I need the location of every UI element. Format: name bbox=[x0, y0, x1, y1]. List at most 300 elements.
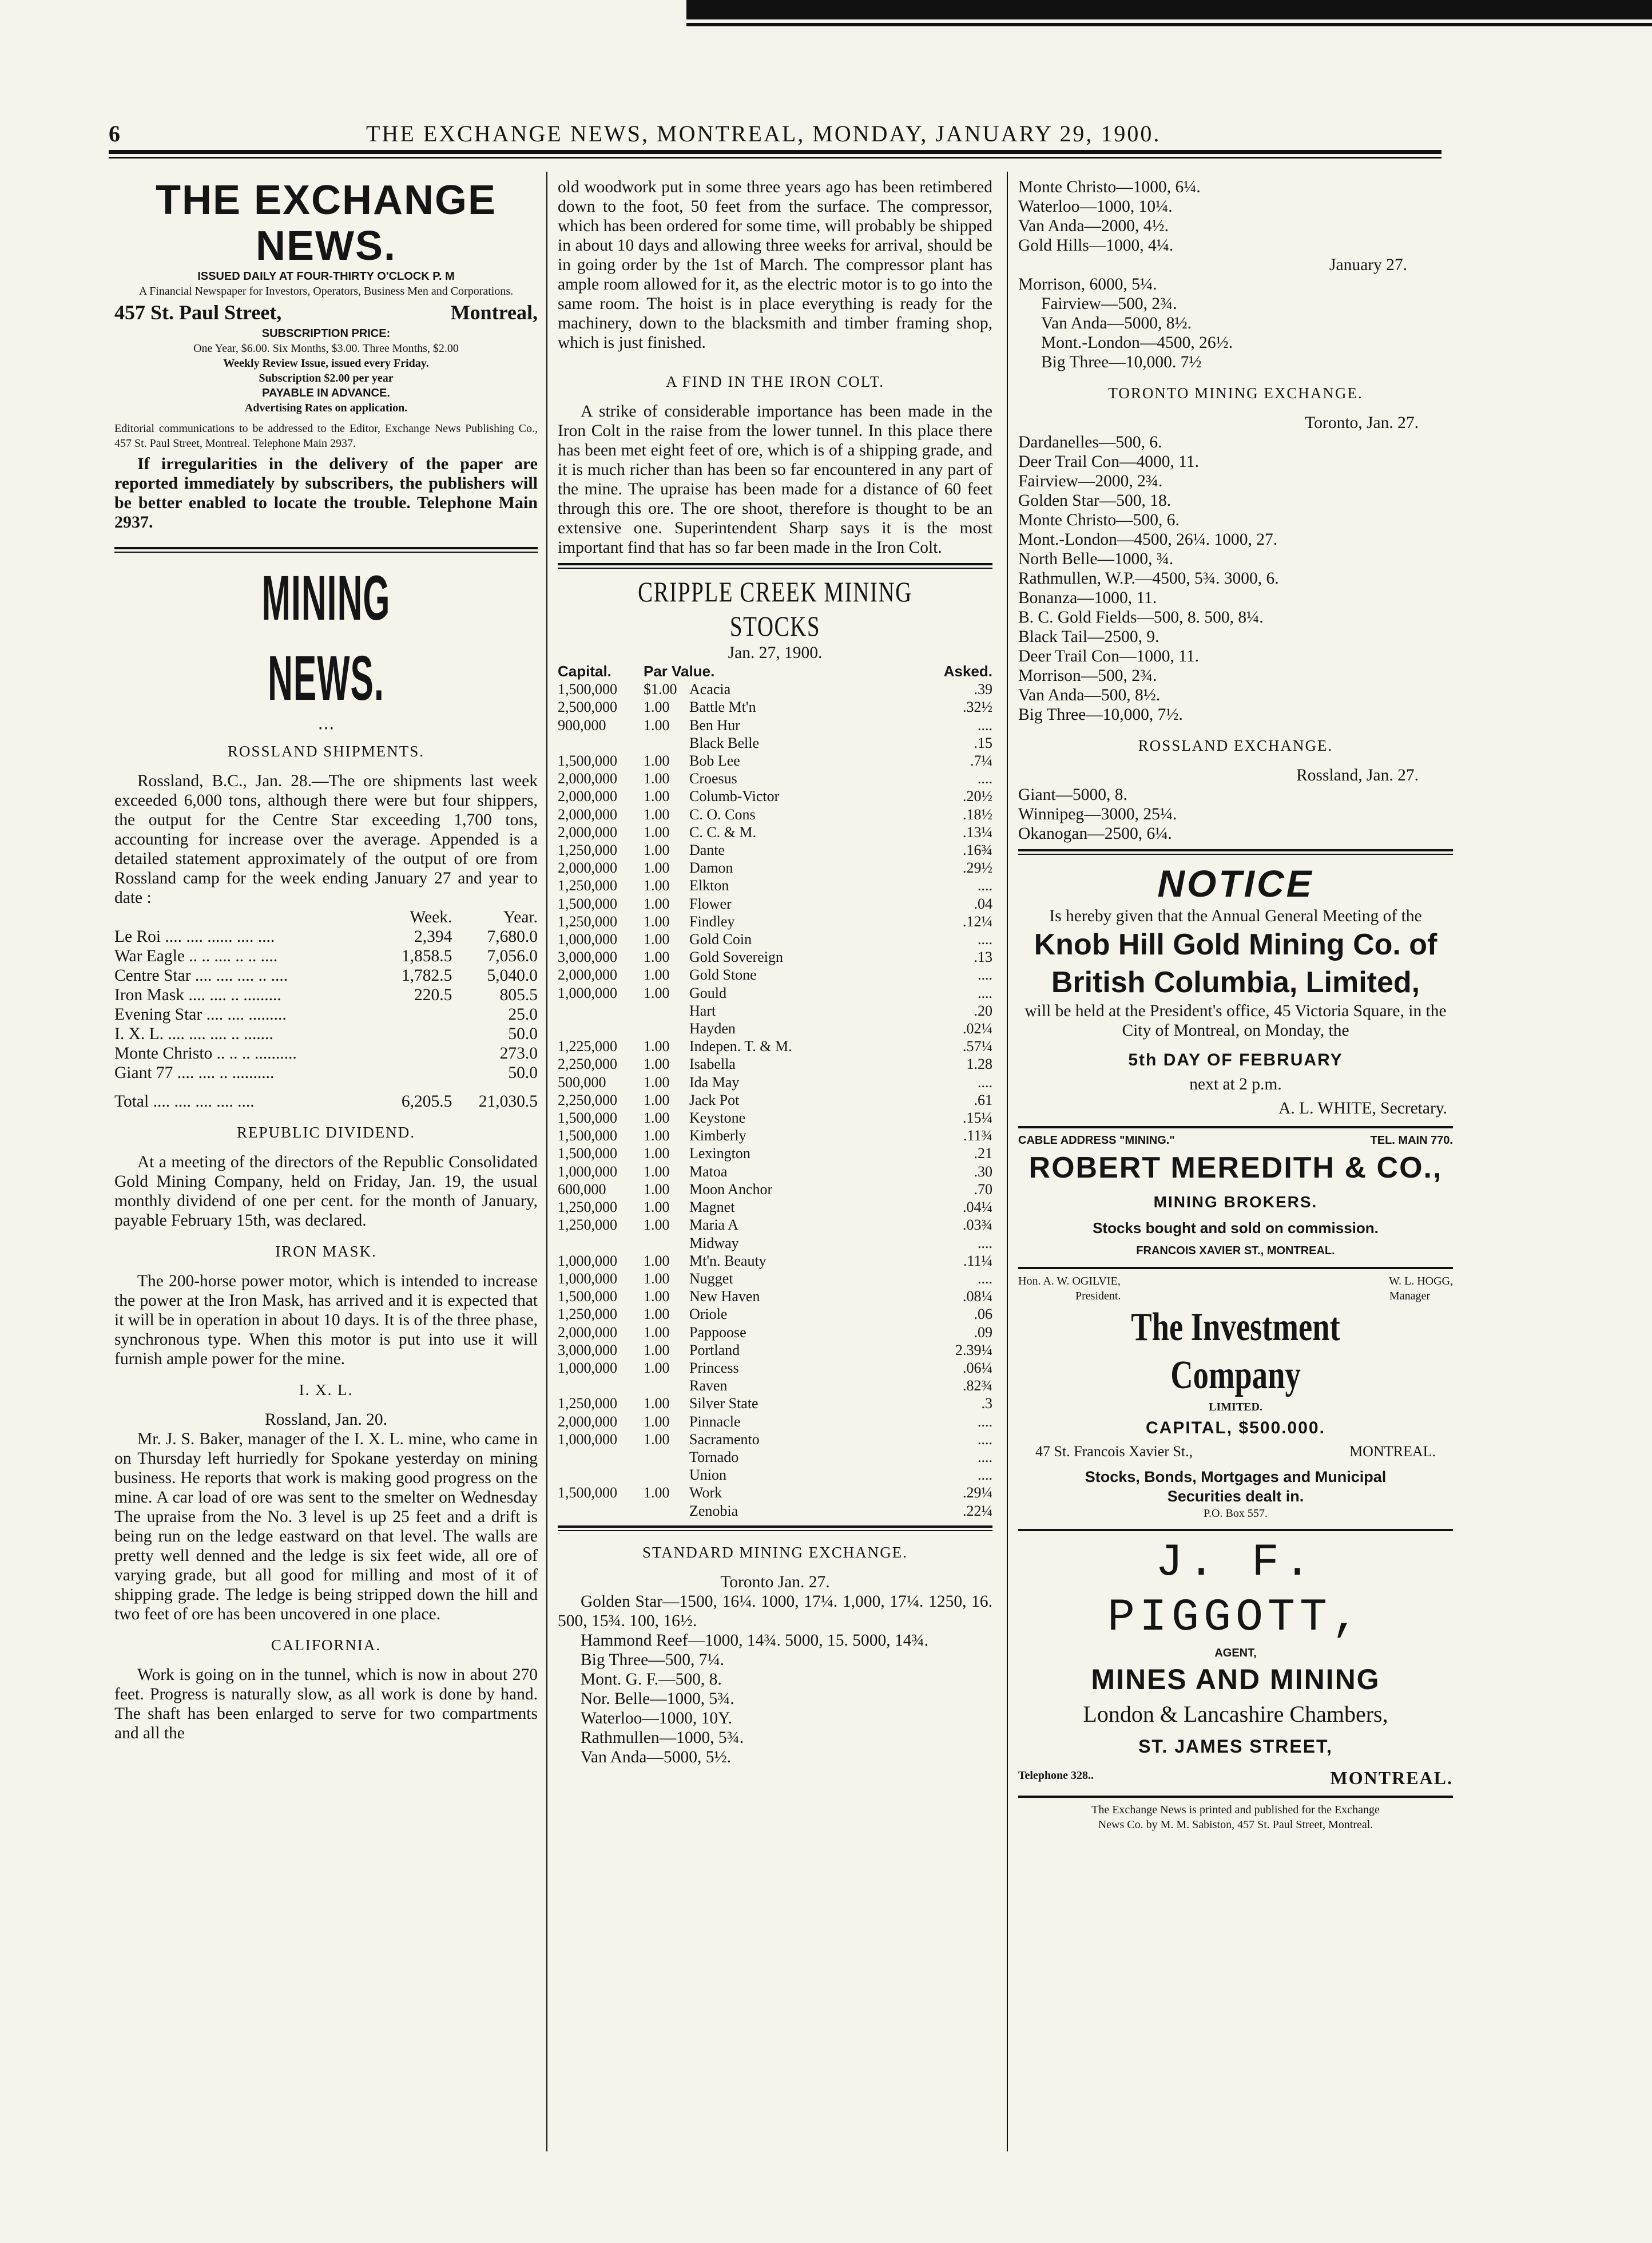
stock-name: Bob Lee bbox=[689, 752, 740, 770]
stock-capital: 2,000,000 bbox=[558, 1323, 617, 1341]
page-header bbox=[109, 120, 1207, 154]
stock-capital: 1,500,000 bbox=[558, 681, 617, 698]
stock-par: 1.00 bbox=[644, 984, 670, 1001]
stock-name: Croesus bbox=[689, 770, 737, 787]
officers-titles bbox=[1018, 1289, 1453, 1303]
stock-asked: .... bbox=[978, 931, 992, 948]
stock-capital bbox=[558, 1502, 644, 1520]
table-row bbox=[114, 1005, 538, 1024]
column-rule-1 bbox=[546, 172, 547, 2151]
cable-address: CABLE ADDRESS "MINING." bbox=[1018, 1134, 1175, 1147]
rossland-text: Rossland, B.C., Jan. 28.—The ore shipments last week exceeded 6,000 tons, although there were but four shippers, the output for the Centre Star exceeding 1,700 tons, accounting for increase over the average. Appended is a detailed statement approximately of the output of ore from Rossland camp for the week ending January 27 and year to date : bbox=[114, 772, 538, 907]
stock-capital bbox=[558, 1466, 644, 1484]
section-divider bbox=[1018, 1529, 1453, 1531]
quote-line: Big Three—10,000, 7½. bbox=[1018, 706, 1183, 724]
quote-line: Mont.-London—4500, 26½. bbox=[1041, 334, 1233, 352]
stock-capital: 900,000 bbox=[558, 716, 606, 734]
payable-line: PAYABLE IN ADVANCE. bbox=[262, 387, 390, 399]
mine-name: Giant 77 .... .... .. .......... bbox=[114, 1064, 275, 1082]
ixl-text: Mr. J. S. Baker, manager of the I. X. L. mine, who came in on Thursday left hurriedly for Spokane yesterday on mining business. He reports that work is making good progress on the mine. A car load of ore was sent to the smelter on Wednesday The upraise from the No. 3 level is up 25 feet and a drift is being run on the ledge eastward on that level. The walls are pretty well denned and the ledge is six feet wide, all ore of varying grade, but all good for milling and most of it of shipping grade. The ledge is being stripped down the hill and two feet of ore has been uncovered in one place. bbox=[114, 1430, 538, 1623]
stock-par: 1.00 bbox=[644, 1484, 670, 1501]
stock-capital: 600,000 bbox=[558, 1180, 606, 1198]
stock-asked: .06 bbox=[974, 1306, 992, 1323]
stock-par: 1.00 bbox=[644, 1288, 670, 1305]
stock-name: Jack Pot bbox=[689, 1091, 740, 1108]
telephone-main: TEL. MAIN 770. bbox=[1370, 1134, 1453, 1147]
toronto-quotes bbox=[1018, 433, 1453, 724]
quote-line: Deer Trail Con—4000, 11. bbox=[1018, 453, 1200, 471]
stock-row bbox=[558, 1305, 992, 1323]
date-line: January 27. bbox=[1329, 256, 1407, 274]
std-line: Big Three—500, 7¼. bbox=[581, 1650, 724, 1669]
stock-par: 1.00 bbox=[644, 806, 670, 823]
quote-line: Van Anda—5000, 8½. bbox=[1041, 314, 1192, 332]
stock-par: $1.00 bbox=[644, 681, 677, 698]
total-row bbox=[114, 1083, 538, 1111]
stock-row bbox=[558, 1430, 992, 1448]
stock-row bbox=[558, 948, 992, 966]
stock-par: 1.00 bbox=[644, 1091, 670, 1108]
total-year: 21,030.5 bbox=[478, 1092, 538, 1111]
stock-par: 1.00 bbox=[644, 699, 670, 716]
investment-company-title: The Investment Company bbox=[1131, 1305, 1340, 1397]
stock-par: 1.00 bbox=[644, 877, 670, 894]
rossland-exchange-date: Rossland, Jan. 27. bbox=[1296, 766, 1419, 784]
ixl-date: Rossland, Jan. 20. bbox=[265, 1410, 387, 1429]
stock-par: 1.00 bbox=[644, 1199, 670, 1216]
stock-name: Columb-Victor bbox=[689, 788, 780, 805]
stock-row bbox=[558, 680, 992, 698]
california-heading: CALIFORNIA. bbox=[271, 1636, 382, 1654]
stock-capital: 1,250,000 bbox=[558, 1216, 617, 1234]
stock-row bbox=[558, 1144, 992, 1162]
stock-name: Flower bbox=[689, 895, 732, 912]
stock-par bbox=[644, 1234, 689, 1252]
notice-title: NOTICE bbox=[1157, 862, 1314, 905]
mine-name: Centre Star .... .... .... .. .... bbox=[114, 966, 288, 985]
quote-line: Monte Christo—1000, 6¼. bbox=[1018, 178, 1201, 196]
stock-name: Gold Stone bbox=[689, 966, 757, 984]
stock-row bbox=[558, 716, 992, 734]
capital-line: CAPITAL, $500.000. bbox=[1146, 1418, 1325, 1437]
stock-asked: .29¼ bbox=[963, 1484, 992, 1501]
stock-par: 1.00 bbox=[644, 1413, 670, 1430]
quote-line: Dardanelles—500, 6. bbox=[1018, 433, 1162, 451]
week-value: 2,394 bbox=[414, 928, 452, 946]
masthead-description: A Financial Newspaper for Investors, Operators, Business Men and Corporations. bbox=[138, 285, 514, 298]
stock-row bbox=[558, 1448, 992, 1466]
stock-asked: .... bbox=[978, 1073, 992, 1091]
quote-line: Black Tail—2500, 9. bbox=[1018, 628, 1159, 646]
std-line: Golden Star—1500, 16¼. 1000, 17¼. 1,000, 17¼. 1250, 16. 500, 15¾. 100, 16½. bbox=[558, 1592, 992, 1630]
brokers-line: MINING BROKERS. bbox=[1153, 1193, 1318, 1211]
stock-asked: .13¼ bbox=[963, 823, 992, 841]
stock-asked: .... bbox=[978, 984, 992, 1001]
stock-par: 1.00 bbox=[644, 1395, 670, 1412]
week-value bbox=[379, 1063, 452, 1083]
stock-capital: 1,250,000 bbox=[558, 1199, 617, 1216]
stock-row bbox=[558, 984, 992, 1002]
limited-line: LIMITED. bbox=[1209, 1401, 1262, 1413]
header-rule bbox=[109, 150, 1441, 154]
subscription-heading: SUBSCRIPTION PRICE: bbox=[261, 327, 391, 340]
stock-par bbox=[644, 1020, 689, 1037]
stock-name: Zenobia bbox=[689, 1502, 738, 1519]
week-value: 1,782.5 bbox=[401, 966, 452, 985]
stock-name: Mt'n. Beauty bbox=[689, 1252, 767, 1269]
stock-row bbox=[558, 1466, 992, 1484]
president-name: Hon. A. W. OGILVIE, bbox=[1018, 1275, 1121, 1287]
stock-asked: .70 bbox=[974, 1180, 992, 1198]
notice-location: will be held at the President's office, 45 Victoria Square, in the City of Montreal, on Monday, the bbox=[1024, 1002, 1447, 1040]
stock-asked: .06¼ bbox=[963, 1359, 992, 1376]
quote-line: Big Three—10,000. 7½ bbox=[1041, 353, 1202, 371]
stock-capital: 3,000,000 bbox=[558, 949, 617, 966]
stock-asked: .16¾ bbox=[963, 842, 992, 859]
stock-capital: 2,500,000 bbox=[558, 699, 617, 716]
table-row bbox=[114, 1024, 538, 1044]
address-street: 457 St. Paul Street, bbox=[114, 301, 282, 324]
quote-line: Rathmullen, W.P.—4500, 5¾. 3000, 6. bbox=[1018, 569, 1279, 588]
stock-asked: .08¼ bbox=[963, 1288, 992, 1305]
toronto-exchange-heading: TORONTO MINING EXCHANGE. bbox=[1108, 385, 1363, 402]
section-divider bbox=[1018, 1796, 1453, 1798]
stock-row bbox=[558, 1234, 992, 1252]
piggott-city: MONTREAL. bbox=[1330, 1768, 1453, 1788]
stock-capital bbox=[558, 1448, 644, 1466]
stock-capital: 1,000,000 bbox=[558, 984, 617, 1001]
iron-colt-text: A strike of considerable importance has been made in the Iron Colt in the raise from the lower tunnel. In this place there has been met eight feet of ore, which is of a shipping grade, and it is much richer than has been so far encountered in any part of the mine. The upraise has been made for a distance of 60 feet through this ore. The ore shoot, therefore is thought to be an extensive one. Superintendent Sharp says it is the most important find that has so far been made in the Iron Colt. bbox=[558, 402, 992, 557]
stock-capital: 2,000,000 bbox=[558, 966, 617, 984]
table-row bbox=[114, 966, 538, 985]
stock-asked: .... bbox=[978, 1430, 992, 1448]
iron-mask-text: The 200-horse power motor, which is intended to increase the power at the Iron Mask, has arrived and it is expected that it will be in operation in about 10 days. It is of the three phase, synchronous type. When this motor is put into use it will furnish ample power for the mine. bbox=[114, 1272, 538, 1368]
quote-line: Waterloo—1000, 10¼. bbox=[1018, 197, 1173, 216]
stock-par: 1.00 bbox=[644, 949, 670, 966]
total-week: 6,205.5 bbox=[401, 1092, 452, 1111]
stock-par: 1.00 bbox=[644, 895, 670, 912]
stock-row bbox=[558, 1055, 992, 1073]
stock-asked: .18½ bbox=[963, 806, 992, 823]
stock-row bbox=[558, 913, 992, 930]
stock-row bbox=[558, 1198, 992, 1216]
mine-name: Evening Star .... .... ......... bbox=[114, 1005, 287, 1024]
officers-row bbox=[1018, 1274, 1453, 1289]
stock-row bbox=[558, 1502, 992, 1520]
week-value bbox=[379, 1044, 452, 1063]
stock-par: 1.00 bbox=[644, 1323, 670, 1341]
advertising-line: Advertising Rates on application. bbox=[244, 402, 408, 414]
stock-row bbox=[558, 806, 992, 823]
top-border bbox=[686, 0, 1652, 19]
stock-capital bbox=[558, 734, 644, 752]
year-value: 50.0 bbox=[508, 1025, 538, 1043]
stock-name: Damon bbox=[689, 859, 733, 877]
cripple-creek-date: Jan. 27, 1900. bbox=[728, 644, 823, 662]
page-number: 6 bbox=[109, 121, 122, 146]
stock-row bbox=[558, 752, 992, 770]
irregularities-note: If irregularities in the delivery of the paper are reported immediately by subscribers, the publishers will be better enabled to locate the trouble. Telephone Main 2937. bbox=[114, 454, 538, 532]
stock-rows bbox=[558, 680, 992, 1520]
stock-par: 1.00 bbox=[644, 1073, 670, 1091]
stock-capital: 1,250,000 bbox=[558, 1306, 617, 1323]
stock-par: 1.00 bbox=[644, 1127, 670, 1144]
stock-asked: .30 bbox=[974, 1163, 992, 1180]
stock-capital bbox=[558, 1020, 644, 1037]
column-1 bbox=[114, 177, 538, 1743]
par-header: Par Value. bbox=[644, 663, 715, 680]
stock-capital: 500,000 bbox=[558, 1073, 606, 1091]
stock-row bbox=[558, 1394, 992, 1412]
weekly-issue: Weekly Review Issue, issued every Friday. bbox=[223, 357, 429, 370]
investment-city: MONTREAL. bbox=[1349, 1443, 1436, 1460]
quote-line: Bonanza—1000, 11. bbox=[1018, 589, 1157, 607]
stock-capital: 1,000,000 bbox=[558, 1270, 617, 1287]
stock-row bbox=[558, 1020, 992, 1037]
stock-par: 1.00 bbox=[644, 716, 670, 734]
stock-asked: 2.39¼ bbox=[955, 1341, 992, 1358]
mine-name: Le Roi .... .... ...... .... .... bbox=[114, 928, 275, 946]
meredith-title: ROBERT MEREDITH & CO., bbox=[1028, 1151, 1443, 1184]
cable-row bbox=[1018, 1133, 1453, 1148]
secretary-signature: A. L. WHITE, Secretary. bbox=[1278, 1099, 1447, 1117]
stock-capital: 1,500,000 bbox=[558, 1484, 617, 1501]
stock-par: 1.00 bbox=[644, 1270, 670, 1287]
investment-desc: Stocks, Bonds, Mortgages and Municipal Securities dealt in. bbox=[1085, 1468, 1387, 1505]
stock-row bbox=[558, 770, 992, 787]
president-title: President. bbox=[1075, 1290, 1121, 1302]
iron-colt-heading: A FIND IN THE IRON COLT. bbox=[665, 373, 884, 390]
stock-asked: .82¾ bbox=[963, 1377, 992, 1394]
stock-par: 1.00 bbox=[644, 1430, 670, 1448]
shipments-header bbox=[114, 907, 538, 927]
stock-name: Nugget bbox=[689, 1270, 733, 1287]
stock-par: 1.00 bbox=[644, 823, 670, 841]
stock-asked: .61 bbox=[974, 1091, 992, 1108]
stock-row bbox=[558, 1073, 992, 1091]
stock-capital: 1,500,000 bbox=[558, 752, 617, 770]
notice-text: Is hereby given that the Annual General Meeting of the bbox=[1049, 907, 1422, 925]
stock-capital: 1,000,000 bbox=[558, 1430, 617, 1448]
stock-name: Pappoose bbox=[689, 1323, 746, 1341]
table-row bbox=[114, 1063, 538, 1083]
california-text: Work is going on in the tunnel, which is now in about 270 feet. Progress is naturally slow, as all work is done by hand. The shaft has been enlarged to serve for two compartments and all the bbox=[114, 1666, 538, 1742]
mine-name: Iron Mask .... .... .. ......... bbox=[114, 986, 281, 1004]
stock-par: 1.00 bbox=[644, 1341, 670, 1358]
stock-row bbox=[558, 1037, 992, 1055]
year-value: 25.0 bbox=[508, 1005, 538, 1024]
stock-asked: .11¼ bbox=[963, 1252, 992, 1269]
london-lancashire: London & Lancashire Chambers, bbox=[1083, 1701, 1388, 1727]
stock-par bbox=[644, 1466, 689, 1484]
week-value: 220.5 bbox=[414, 986, 452, 1004]
stock-asked: .20½ bbox=[963, 788, 992, 805]
california-continued: old woodwork put in some three years ago has been retimbered down to the foot, 50 feet from the surface. The compressor, which has been ordered for some time, will probably be shipped in about 10 days and allowing three weeks for arrival, should be in going order by the 1st of March. The compressor plant has ample room allowed for it, as the electric motor is to go into the same room. The hoist is in place everything is ready for the machinery, down to the blacksmith and timber framing shop, which is just finished. bbox=[558, 178, 992, 352]
quote-line: North Belle—1000, ¾. bbox=[1018, 550, 1174, 568]
stock-capital bbox=[558, 1234, 644, 1252]
stock-name: Dante bbox=[689, 842, 725, 859]
stock-name: New Haven bbox=[689, 1288, 760, 1305]
stock-capital: 1,225,000 bbox=[558, 1038, 617, 1055]
col-year: Year. bbox=[503, 908, 538, 926]
stock-capital: 1,500,000 bbox=[558, 1127, 617, 1144]
stock-asked: .... bbox=[978, 1413, 992, 1430]
stock-name: Hayden bbox=[689, 1020, 736, 1037]
section-divider bbox=[1018, 1267, 1453, 1269]
stock-asked: .32½ bbox=[963, 699, 992, 716]
investment-address bbox=[1018, 1442, 1453, 1461]
stock-asked: .04 bbox=[974, 895, 992, 912]
ixl-heading: I. X. L. bbox=[299, 1381, 354, 1398]
stock-name: Ben Hur bbox=[689, 716, 740, 734]
table-row bbox=[114, 1044, 538, 1063]
editorial-note: Editorial communications to be addressed to the Editor, Exchange News Publishing Co., 457 St. Paul Street, Montreal. Telephone Main 2937. bbox=[114, 422, 538, 450]
company-name: Knob Hill Gold Mining Co. of bbox=[1034, 928, 1437, 961]
stock-name: Gould bbox=[689, 984, 726, 1001]
section-divider bbox=[114, 547, 538, 553]
issued-line: ISSUED DAILY AT FOUR-THIRTY O'CLOCK P. M bbox=[197, 270, 455, 283]
republic-heading: REPUBLIC DIVIDEND. bbox=[237, 1124, 415, 1141]
stock-asked: .04¼ bbox=[963, 1199, 992, 1216]
col-week: Week. bbox=[410, 908, 452, 926]
stock-asked: .29½ bbox=[963, 859, 992, 877]
stock-name: Sacramento bbox=[689, 1430, 760, 1448]
capital-header: Capital. bbox=[558, 663, 611, 680]
stock-par: 1.00 bbox=[644, 1359, 670, 1376]
stock-row bbox=[558, 877, 992, 894]
stock-asked: .... bbox=[978, 877, 992, 894]
stock-capital: 2,000,000 bbox=[558, 806, 617, 823]
stock-capital: 1,000,000 bbox=[558, 1252, 617, 1269]
stock-row bbox=[558, 1377, 992, 1394]
cripple-creek-title: CRIPPLE CREEK MINING STOCKS bbox=[638, 576, 912, 642]
st-james-street: ST. JAMES STREET, bbox=[1138, 1736, 1333, 1757]
stock-row bbox=[558, 1216, 992, 1234]
stock-name: Princess bbox=[689, 1359, 739, 1376]
stock-name: Oriole bbox=[689, 1306, 728, 1323]
section-divider bbox=[558, 1525, 992, 1531]
stock-name: Ida May bbox=[689, 1073, 740, 1091]
stock-row bbox=[558, 1091, 992, 1109]
std-line: Rathmullen—1000, 5¾. bbox=[581, 1728, 744, 1747]
stock-asked: .... bbox=[978, 1448, 992, 1465]
week-value bbox=[379, 1024, 452, 1044]
stock-par: 1.00 bbox=[644, 1180, 670, 1198]
stock-par: 1.00 bbox=[644, 1216, 670, 1234]
stock-par bbox=[644, 734, 689, 752]
shipments-table bbox=[114, 907, 538, 1111]
stock-name: Union bbox=[689, 1467, 726, 1484]
mine-name: Monte Christo .. .. .. .......... bbox=[114, 1044, 297, 1063]
stock-par bbox=[644, 1377, 689, 1394]
iron-mask-heading: IRON MASK. bbox=[275, 1243, 377, 1260]
stock-name: Lexington bbox=[689, 1145, 750, 1162]
mine-name: I. X. L. .... .... .... .. ....... bbox=[114, 1025, 273, 1043]
stock-row bbox=[558, 930, 992, 948]
newspaper-title: THE EXCHANGE NEWS. bbox=[155, 177, 497, 269]
column-2 bbox=[558, 177, 992, 1767]
stock-par bbox=[644, 1502, 689, 1520]
stock-capital: 1,250,000 bbox=[558, 877, 617, 894]
republic-text: At a meeting of the directors of the Republic Consolidated Gold Mining Company, held on Friday, Jan. 19, the usual monthly dividend of one per cent. for the month of January, payable February 15th, was declared. bbox=[114, 1153, 538, 1230]
stock-asked: .12¼ bbox=[963, 913, 992, 930]
meeting-time: next at 2 p.m. bbox=[1189, 1075, 1282, 1093]
stock-asked: 1.28 bbox=[966, 1056, 992, 1073]
stock-name: Pinnacle bbox=[689, 1413, 741, 1430]
stock-asked: .22¼ bbox=[963, 1502, 992, 1519]
year-value: 50.0 bbox=[508, 1064, 538, 1082]
manager-name: W. L. HOGG, bbox=[1388, 1275, 1453, 1287]
stock-row bbox=[558, 823, 992, 841]
std-line: Nor. Belle—1000, 5¾. bbox=[581, 1689, 734, 1708]
stocks-table bbox=[558, 663, 992, 680]
stock-capital: 1,000,000 bbox=[558, 1163, 617, 1180]
stock-name: Keystone bbox=[689, 1109, 746, 1127]
quote-line: Winnipeg—3000, 25¼. bbox=[1018, 805, 1177, 823]
stock-name: Isabella bbox=[689, 1056, 736, 1073]
stock-asked: .15 bbox=[974, 734, 992, 751]
std-line: Van Anda—5000, 5½. bbox=[581, 1747, 732, 1766]
total-label: Total .... .... .... .... .... bbox=[114, 1092, 255, 1111]
stock-row bbox=[558, 1109, 992, 1127]
stock-capital bbox=[558, 1377, 644, 1394]
stock-capital: 2,000,000 bbox=[558, 823, 617, 841]
standard-exchange-heading: STANDARD MINING EXCHANGE. bbox=[642, 1543, 908, 1561]
stock-asked: .02¼ bbox=[963, 1020, 992, 1037]
stock-par: 1.00 bbox=[644, 1038, 670, 1055]
stock-par: 1.00 bbox=[644, 770, 670, 787]
stock-asked: .... bbox=[978, 1467, 992, 1484]
rossland-exchange-heading: ROSSLAND EXCHANGE. bbox=[1138, 737, 1333, 754]
asked-header: Asked. bbox=[943, 663, 992, 680]
stock-capital: 1,250,000 bbox=[558, 842, 617, 859]
stock-capital bbox=[558, 1002, 644, 1020]
stock-row bbox=[558, 734, 992, 752]
stock-name: C. O. Cons bbox=[689, 806, 756, 823]
quote-line: Morrison, 6000, 5¼. bbox=[1018, 275, 1157, 294]
stock-row bbox=[558, 1127, 992, 1144]
column-3 bbox=[1018, 177, 1453, 1832]
stock-name: Hart bbox=[689, 1002, 716, 1019]
stock-name: Moon Anchor bbox=[689, 1180, 773, 1198]
stock-asked: .7¼ bbox=[970, 752, 992, 770]
top-border-thin bbox=[686, 23, 1652, 26]
stock-par: 1.00 bbox=[644, 1109, 670, 1127]
meeting-date: 5th DAY OF FEBRUARY bbox=[1128, 1051, 1343, 1069]
stock-asked: .11¾ bbox=[963, 1127, 992, 1144]
subscription-prices: One Year, $6.00. Six Months, $3.00. Three Months, $2.00 bbox=[193, 342, 459, 355]
stock-name: Black Belle bbox=[689, 734, 760, 751]
stock-name: Magnet bbox=[689, 1199, 735, 1216]
stock-capital: 1,000,000 bbox=[558, 931, 617, 948]
stock-capital: 2,000,000 bbox=[558, 770, 617, 787]
stock-name: Indepen. T. & M. bbox=[689, 1038, 792, 1055]
stock-capital: 1,000,000 bbox=[558, 1359, 617, 1376]
quote-line: Van Anda—500, 8½. bbox=[1018, 686, 1161, 704]
year-value: 7,056.0 bbox=[487, 947, 538, 965]
investment-street: 47 St. Francois Xavier St., bbox=[1035, 1443, 1193, 1460]
commission-line: Stocks bought and sold on commission. bbox=[1093, 1219, 1379, 1237]
stock-capital: 2,000,000 bbox=[558, 788, 617, 805]
quote-line: Mont.-London—4500, 26¼. 1000, 27. bbox=[1018, 530, 1278, 549]
stock-par: 1.00 bbox=[644, 913, 670, 930]
quote-line: Van Anda—2000, 4½. bbox=[1018, 217, 1169, 235]
agent-line: AGENT, bbox=[1214, 1647, 1257, 1659]
stock-name: Silver State bbox=[689, 1395, 759, 1412]
standard-exchange-date: Toronto Jan. 27. bbox=[720, 1572, 830, 1591]
stock-capital: 1,500,000 bbox=[558, 1145, 617, 1162]
stock-row bbox=[558, 1341, 992, 1359]
